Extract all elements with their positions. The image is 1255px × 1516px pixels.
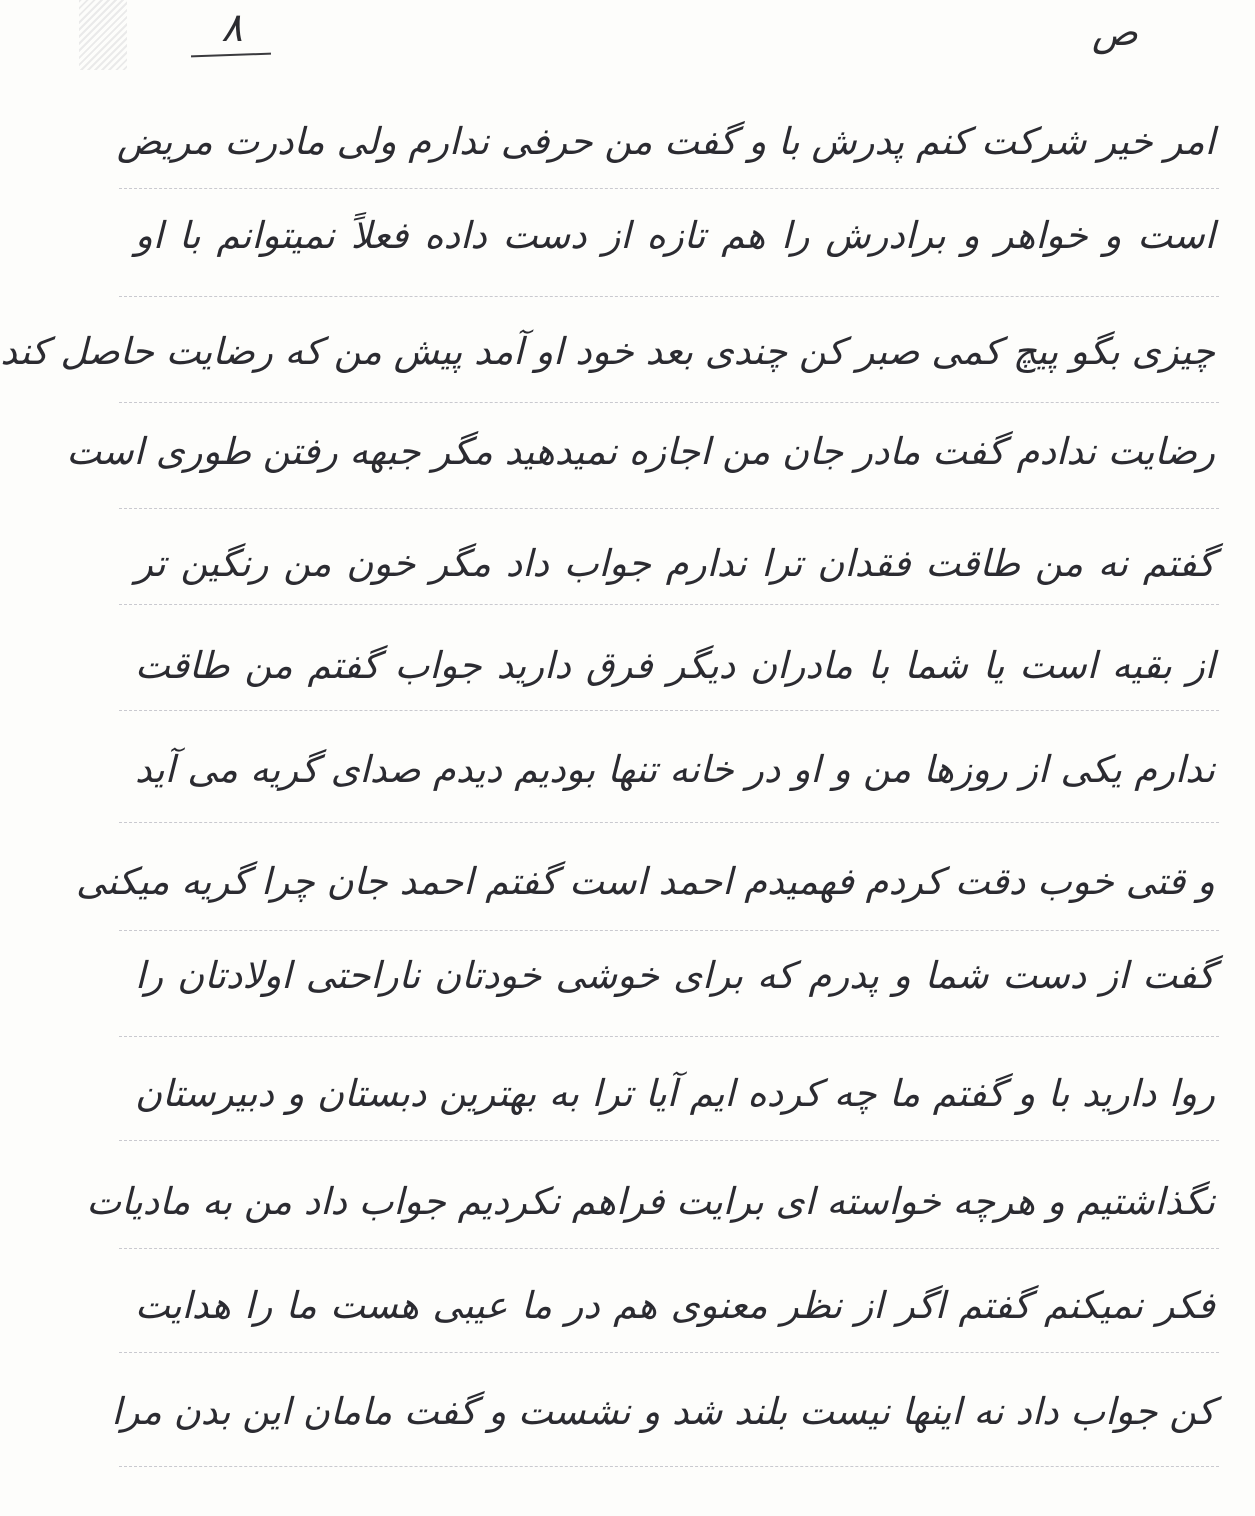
- ruled-line: [119, 402, 1219, 403]
- page-number-underline: [191, 53, 271, 58]
- text-line: رضایت ندادم گفت مادر جان من اجازه نمیدهید مگر جبهه رفتن طوری است: [66, 430, 1215, 473]
- text-line: نگذاشتیم و هرچه خواسته ای برایت فراهم نکردیم جواب داد من به مادیات: [86, 1180, 1215, 1223]
- scan-corner-mark: [79, 0, 127, 70]
- text-line: امر خیر شرکت کنم پدرش با و گفت من حرفی ندارم ولی مادرت مریض: [116, 120, 1215, 163]
- ruled-line: [119, 1248, 1219, 1249]
- text-line: کن جواب داد نه اینها نیست بلند شد و نشست و گفت مامان این بدن مرا: [111, 1390, 1215, 1433]
- text-line: از بقیه است یا شما با مادران دیگر فرق دارید جواب گفتم من طاقت: [135, 644, 1215, 687]
- text-line: روا دارید با و گفتم ما چه کرده ایم آیا ترا به بهترین دبستان و دبیرستان: [135, 1072, 1215, 1115]
- text-line: است و خواهر و برادرش را هم تازه از دست داده فعلاً نمیتوانم با او: [135, 214, 1215, 257]
- ruled-line: [119, 1466, 1219, 1467]
- ruled-line: [119, 508, 1219, 509]
- ruled-line: [119, 1036, 1219, 1037]
- header-mark: ص: [1092, 10, 1138, 54]
- ruled-line: [119, 1140, 1219, 1141]
- text-line: فکر نمیکنم گفتم اگر از نظر معنوی هم در ما عیبی هست ما را هدایت: [135, 1284, 1215, 1327]
- text-line: چیزی بگو پیچ کمی صبر کن چندی بعد خود او آمد پیش من که رضایت حاصل کند: [0, 330, 1215, 373]
- ruled-line: [119, 188, 1219, 189]
- ruled-line: [119, 710, 1219, 711]
- ruled-line: [119, 604, 1219, 605]
- text-line: گفتم نه من طاقت فقدان ترا ندارم جواب داد مگر خون من رنگین تر: [135, 542, 1215, 585]
- text-line: گفت از دست شما و پدرم که برای خوشی خودتان ناراحتی اولادتان را: [135, 954, 1215, 997]
- ruled-line: [119, 1352, 1219, 1353]
- ruled-line: [119, 822, 1219, 823]
- text-line: ندارم یکی از روزها من و او در خانه تنها بودیم دیدم صدای گریه می آید: [135, 748, 1215, 791]
- text-line: و قتی خوب دقت کردم فهمیدم احمد است گفتم احمد جان چرا گریه میکنی: [76, 860, 1215, 903]
- ruled-line: [119, 930, 1219, 931]
- page-number: ۸: [221, 5, 243, 51]
- ruled-line: [119, 296, 1219, 297]
